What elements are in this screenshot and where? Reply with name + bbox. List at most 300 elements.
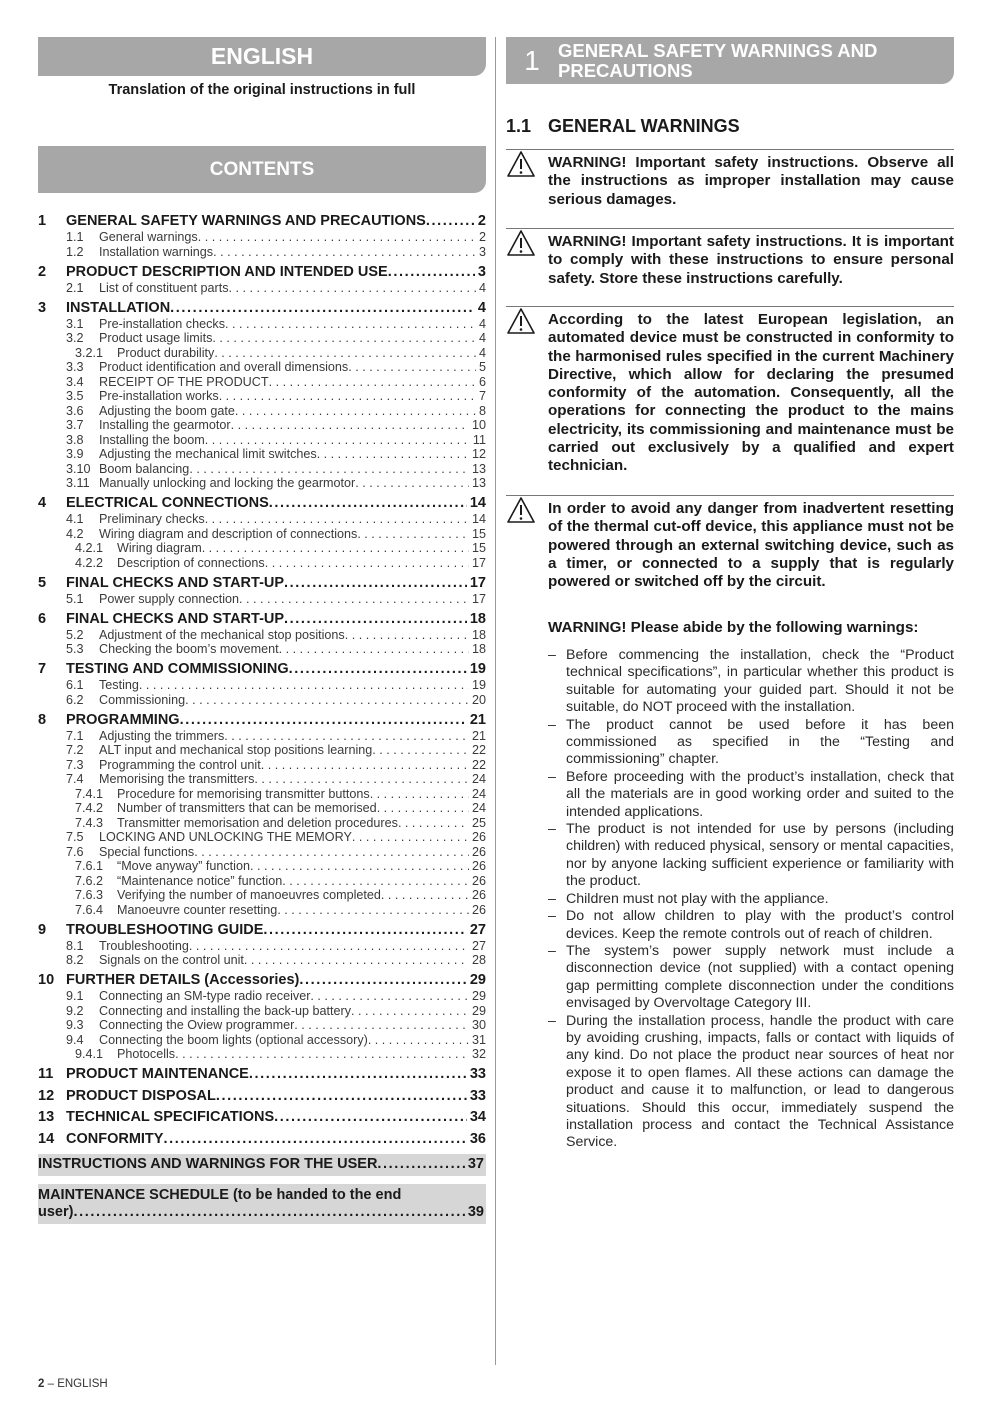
- toc-subentry[interactable]: [38, 678, 486, 693]
- toc-title: General warnings: [99, 230, 198, 244]
- toc-number: 7: [38, 661, 47, 677]
- warning-triangle-icon: [506, 307, 536, 335]
- toc-subentry[interactable]: [38, 447, 486, 462]
- toc-leader-dots: [377, 801, 469, 816]
- toc-subentry[interactable]: [38, 476, 486, 491]
- toc-subentry[interactable]: [38, 541, 486, 556]
- toc-leader-dots: [317, 447, 469, 462]
- toc-title: Photocells: [117, 1047, 176, 1061]
- toc-leader-dots: [282, 874, 469, 889]
- toc-subentry[interactable]: [38, 1047, 486, 1062]
- toc-page-number: 11: [472, 432, 486, 447]
- toc-section: [38, 575, 486, 607]
- toc-page-number: 4: [477, 299, 486, 316]
- toc-title: Manoeuvre counter resetting: [117, 902, 278, 917]
- toc-subentry[interactable]: [38, 953, 486, 968]
- section-title: GENERAL SAFETY WARNINGS AND PRECAUTIONS: [558, 39, 878, 81]
- toc-title: RECEIPT OF THE PRODUCT: [99, 374, 269, 389]
- toc-title: PRODUCT MAINTENANCE: [66, 1066, 249, 1082]
- toc-title: Number of transmitters that can be memorised: [117, 801, 377, 815]
- toc-number: 8: [38, 711, 47, 728]
- toc-leader-dots: [279, 642, 469, 657]
- maintenance-schedule-entry[interactable]: [38, 1184, 486, 1224]
- toc-number: 5.1: [66, 591, 84, 606]
- toc-page-number: 7: [478, 389, 486, 403]
- toc-subentry[interactable]: [38, 628, 486, 643]
- toc-page-number: 30: [471, 1018, 486, 1032]
- toc-subentry[interactable]: [38, 693, 486, 708]
- toc-subentry[interactable]: [38, 462, 486, 477]
- language-banner: ENGLISH: [38, 37, 486, 76]
- toc-title: FINAL CHECKS AND START-UP: [66, 610, 285, 627]
- warning-block: [506, 306, 954, 476]
- toc-title: TROUBLESHOOTING GUIDE: [66, 921, 264, 938]
- toc-entry[interactable]: [38, 300, 486, 317]
- warning-list-item: – Before proceeding with the product’s installation, check that all the materials are in good working order and suited to the intended applications.: [548, 769, 954, 821]
- toc-leader-dots: [261, 758, 469, 773]
- toc-page-number: 19: [471, 678, 486, 692]
- toc-number: 7.3: [66, 757, 84, 772]
- toc-subentry[interactable]: [38, 830, 486, 845]
- toc-subentry[interactable]: [38, 418, 486, 433]
- toc-number: 7.4.1: [75, 786, 104, 801]
- toc-leader-dots: [377, 1156, 464, 1173]
- toc-leader-dots: [189, 939, 469, 954]
- toc-page-number: 15: [471, 541, 486, 555]
- toc-subentry[interactable]: [38, 527, 486, 542]
- toc-number: 5.2: [66, 627, 84, 642]
- toc-title: Checking the boom’s movement: [99, 642, 279, 656]
- toc-leader-dots: [254, 772, 469, 787]
- section-number: 1: [524, 44, 540, 76]
- toc-subentry[interactable]: [38, 230, 486, 245]
- toc-subentry[interactable]: [38, 404, 486, 419]
- footer-label: – ENGLISH: [44, 1378, 108, 1390]
- toc-section: [38, 661, 486, 707]
- warning-text: WARNING! Important safety instructions. Observe all the instructions as improper installation may cause serious damages.: [548, 154, 954, 208]
- section-banner: [506, 37, 954, 84]
- toc-number: 7.4: [66, 772, 84, 786]
- toc-subentry[interactable]: [38, 245, 486, 260]
- toc-page-number: 26: [471, 844, 486, 859]
- toc-section: [38, 1088, 486, 1105]
- toc-entry: [38, 1204, 484, 1221]
- toc-leader-dots: [185, 693, 469, 708]
- toc-leader-dots: [194, 845, 469, 860]
- toc-section: [38, 1131, 486, 1148]
- toc-title: “Move anyway” function: [117, 859, 250, 873]
- warning-block: [506, 228, 954, 288]
- toc-subentry[interactable]: [38, 743, 486, 758]
- toc-leader-dots: [205, 512, 469, 527]
- warning-triangle-icon: [506, 150, 536, 178]
- toc-title: Adjusting the mechanical limit switches: [99, 447, 317, 461]
- toc-page-number: 5: [478, 360, 486, 374]
- toc-number: 3.1: [66, 316, 84, 331]
- toc-number: 9.4.1: [75, 1047, 104, 1061]
- toc-leader-dots: [274, 1109, 467, 1126]
- toc-subentry[interactable]: [38, 845, 486, 860]
- toc-subentry[interactable]: [38, 1033, 486, 1048]
- toc-title: Testing: [99, 678, 139, 692]
- toc-number: 3.6: [66, 403, 84, 418]
- toc-entry[interactable]: [38, 495, 486, 512]
- toc-number: 10: [38, 972, 55, 988]
- toc-entry[interactable]: [38, 213, 486, 230]
- toc-leader-dots: [299, 972, 466, 989]
- toc-leader-dots: [263, 922, 466, 939]
- toc-title: Wiring diagram: [117, 541, 202, 555]
- toc-entry[interactable]: [38, 922, 486, 939]
- toc-leader-dots: [229, 281, 476, 296]
- toc-leader-dots: [231, 418, 469, 433]
- toc-number: 8.1: [66, 938, 84, 953]
- toc-entry[interactable]: [38, 1131, 486, 1148]
- toc-leader-dots: [368, 1033, 469, 1048]
- toc-leader-dots: [139, 678, 469, 693]
- toc-title: Adjustment of the mechanical stop positions: [99, 627, 345, 642]
- toc-leader-dots: [244, 953, 469, 968]
- toc-page-number: 2: [477, 213, 486, 229]
- toc-leader-dots: [345, 628, 469, 643]
- toc-entry[interactable]: [38, 611, 486, 628]
- toc-title: Connecting the Oview programmer: [99, 1018, 295, 1032]
- toc-leader-dots: [372, 743, 469, 758]
- toc-subentry[interactable]: [38, 903, 486, 918]
- toc-page-number: 20: [471, 692, 486, 707]
- toc-page-number: 15: [471, 526, 486, 541]
- toc-entry[interactable]: [38, 1109, 486, 1126]
- toc-page-number: 4: [478, 280, 486, 295]
- toc-leader-dots: [239, 592, 469, 607]
- toc-leader-dots: [269, 375, 476, 390]
- toc-page-number: 2: [478, 230, 486, 244]
- toc-page-number: 21: [469, 711, 486, 728]
- toc-title: GENERAL SAFETY WARNINGS AND PRECAUTIONS: [66, 213, 426, 229]
- toc-leader-dots: [212, 331, 476, 346]
- toc-section: [38, 213, 486, 259]
- toc-number: 7.6.4: [75, 902, 104, 917]
- warning-list-item: – The product is not intended for use by persons (including children) with reduced physical, sensory or mental capacities, nor by anyone lacking sufficient experience or familiarity with the product.: [548, 821, 954, 891]
- toc-page-number: 22: [471, 757, 486, 772]
- toc-subentry[interactable]: [38, 331, 486, 346]
- toc-entry[interactable]: [38, 972, 486, 989]
- toc-leader-dots: [213, 245, 476, 260]
- toc-title: Adjusting the boom gate: [99, 403, 235, 418]
- toc-number: 7.6.2: [75, 873, 104, 888]
- warning-list: [548, 647, 954, 1152]
- toc-section: [38, 1109, 486, 1126]
- toc-number: 7.4.3: [75, 815, 104, 830]
- toc-number: 6: [38, 610, 47, 627]
- toc-section: [38, 611, 486, 657]
- toc-page-number: 3: [478, 244, 486, 259]
- toc-section: [38, 922, 486, 968]
- toc-leader-dots: [426, 213, 475, 230]
- toc-subentry[interactable]: [38, 642, 486, 657]
- toc-subentry[interactable]: [38, 888, 486, 903]
- toc-page-number: 34: [469, 1109, 486, 1125]
- toc-leader-dots: [348, 360, 476, 375]
- toc-title: Product usage limits: [99, 331, 213, 345]
- warning-text: According to the latest European legislation, an automated device must be constructed in conformity to the harmonised rules specified in the current Machinery Directive, which allow for declaring the presumed conformity of the automation. Consequently, all the operations for connecting the product to the mains electricity, its commissioning and maintenance must be carried out exclusively by a qualified and expert technician.: [548, 311, 954, 475]
- toc-number: 3.4: [66, 374, 84, 389]
- warning-text: In order to avoid any danger from inadvertent resetting of the thermal cut-off device, this appliance must not be powered through an external switching device, such as a timer, or connected to a supply that is regularly powered or switched off by the circuit.: [548, 500, 954, 591]
- toc-number: 9: [38, 921, 47, 938]
- subsection-heading: [506, 116, 740, 137]
- toc-title: PRODUCT DESCRIPTION AND INTENDED USE: [66, 263, 388, 280]
- toc-subentry[interactable]: [38, 375, 486, 390]
- warning-list-item: – Children must not play with the appliance.: [548, 891, 954, 908]
- toc-subentry[interactable]: [38, 801, 486, 816]
- toc-page-number: 27: [471, 938, 486, 953]
- toc-title: Boom balancing: [99, 461, 190, 476]
- user-instructions-entry[interactable]: [38, 1154, 486, 1176]
- toc-title: FURTHER DETAILS (Accessories): [66, 972, 300, 988]
- toc-title: MAINTENANCE SCHEDULE (to be handed to the end: [38, 1186, 402, 1203]
- warning-list-item: – Before commencing the installation, check the “Product technical specifications”, in particular whether this product is suitable for automating your guided part. Should it not be suitable, do NOT proceed with the installation.: [548, 647, 954, 717]
- toc-section: [38, 1066, 486, 1083]
- toc-subentry[interactable]: [38, 360, 486, 375]
- toc-number: 3.10: [66, 461, 91, 476]
- toc-leader-dots: [235, 404, 476, 419]
- toc-number: 3.8: [66, 432, 84, 447]
- toc-title: INSTRUCTIONS AND WARNINGS FOR THE USER: [38, 1155, 378, 1172]
- toc-subentry[interactable]: [38, 389, 486, 404]
- toc-title: Programming the control unit: [99, 757, 261, 772]
- toc-subentry[interactable]: [38, 592, 486, 607]
- toc-number: 6.2: [66, 692, 84, 707]
- column-divider: [495, 37, 496, 1365]
- toc-number: 4.2.2: [75, 555, 104, 570]
- toc-title: PRODUCT DISPOSAL: [66, 1087, 216, 1104]
- toc-leader-dots: [265, 556, 469, 571]
- toc-page-number: 26: [471, 873, 486, 888]
- toc-number: 4.2: [66, 526, 84, 541]
- toc-number: 12: [38, 1087, 55, 1104]
- toc-page-number: 12: [471, 447, 486, 461]
- toc-page-number: 18: [469, 610, 486, 627]
- toc-title: Transmitter memorisation and deletion procedures: [117, 815, 398, 830]
- toc-leader-dots: [284, 611, 467, 628]
- toc-title: Description of connections: [117, 555, 265, 570]
- toc-entry[interactable]: [38, 1088, 486, 1105]
- toc-subentry[interactable]: [38, 346, 486, 361]
- toc-leader-dots: [398, 816, 469, 831]
- toc-page-number: 17: [471, 591, 486, 606]
- toc-subentry[interactable]: [38, 816, 486, 831]
- toc-number: 3.2.1: [75, 345, 104, 360]
- toc-section: [38, 972, 486, 1062]
- toc-title: Adjusting the trimmers: [99, 728, 225, 743]
- toc-page-number: 18: [471, 642, 486, 656]
- toc-entry[interactable]: [38, 661, 486, 678]
- toc-subentry[interactable]: [38, 939, 486, 954]
- toc-title: Commissioning: [99, 692, 186, 707]
- toc-title: Pre-installation works: [99, 389, 219, 403]
- toc-subentry[interactable]: [38, 758, 486, 773]
- toc-title: INSTALLATION: [66, 299, 171, 316]
- toc-section: [38, 264, 486, 296]
- toc-number: 7.6: [66, 844, 84, 859]
- table-of-contents: [38, 213, 486, 1224]
- toc-subentry[interactable]: [38, 1018, 486, 1033]
- toc-title: user): [38, 1203, 74, 1220]
- toc-leader-dots: [284, 575, 467, 592]
- toc-page-number: 31: [471, 1032, 486, 1047]
- toc-leader-dots: [294, 1018, 469, 1033]
- warning-triangle-icon: [506, 496, 536, 524]
- toc-number: 9.4: [66, 1032, 84, 1047]
- toc-leader-dots: [175, 1047, 469, 1062]
- toc-number: 2.1: [66, 280, 84, 295]
- toc-leader-dots: [381, 888, 469, 903]
- warning-list-item: – Do not allow children to play with the product’s control devices. Keep the remote controls out of reach of children.: [548, 908, 954, 943]
- warning-triangle-icon: [506, 229, 536, 257]
- toc-leader-dots: [289, 661, 467, 678]
- toc-number: 7.6.1: [75, 859, 104, 873]
- toc-leader-dots: [388, 264, 475, 281]
- warning-block: [506, 495, 954, 591]
- toc-entry[interactable]: [38, 264, 486, 281]
- toc-title: Installing the boom: [99, 432, 205, 447]
- toc-section: [38, 712, 486, 918]
- toc-number: 1.2: [66, 244, 84, 259]
- toc-entry[interactable]: [38, 575, 486, 592]
- toc-subentry[interactable]: [38, 512, 486, 527]
- toc-title: Wiring diagram and description of connections: [99, 526, 358, 541]
- toc-title: “Maintenance notice” function: [117, 873, 283, 888]
- toc-page-number: 14: [469, 495, 486, 511]
- toc-subentry[interactable]: [38, 556, 486, 571]
- toc-leader-dots: [277, 903, 469, 918]
- toc-number: 3.2: [66, 331, 84, 345]
- toc-title: Preliminary checks: [99, 512, 205, 526]
- toc-leader-dots: [163, 1131, 466, 1148]
- toc-leader-dots: [214, 346, 476, 361]
- toc-leader-dots: [202, 541, 469, 556]
- toc-page-number: 26: [471, 830, 486, 844]
- toc-leader-dots: [198, 230, 476, 245]
- toc-page-number: 33: [469, 1087, 486, 1104]
- toc-page-number: 4: [478, 345, 486, 360]
- toc-leader-dots: [357, 527, 469, 542]
- toc-number: 9.2: [66, 1003, 84, 1018]
- toc-leader-dots: [219, 389, 476, 404]
- page-footer: [38, 1378, 108, 1390]
- toc-subentry[interactable]: [38, 729, 486, 744]
- toc-title: TECHNICAL SPECIFICATIONS: [66, 1109, 275, 1125]
- toc-number: 2: [38, 263, 47, 280]
- toc-page-number: 26: [471, 888, 486, 902]
- toc-subentry[interactable]: [38, 989, 486, 1004]
- toc-number: 4: [38, 495, 47, 511]
- toc-number: 13: [38, 1109, 55, 1125]
- toc-page-number: 21: [471, 728, 486, 743]
- toc-title: CONFORMITY: [66, 1130, 164, 1147]
- toc-title: PROGRAMMING: [66, 711, 180, 728]
- toc-number: 3.7: [66, 418, 84, 432]
- toc-page-number: 26: [471, 859, 486, 873]
- toc-page-number: 18: [471, 627, 486, 642]
- toc-leader-dots: [224, 729, 469, 744]
- toc-number: 7.5: [66, 830, 84, 844]
- footer-page-number: 2: [38, 1378, 45, 1390]
- toc-number: 3.3: [66, 360, 84, 374]
- toc-subentry[interactable]: [38, 1004, 486, 1019]
- toc-leader-dots: [352, 830, 469, 845]
- toc-entry[interactable]: [38, 712, 486, 729]
- toc-subentry[interactable]: [38, 772, 486, 787]
- toc-page-number: 36: [469, 1130, 486, 1147]
- toc-leader-dots: [249, 1066, 467, 1083]
- toc-page-number: 4: [478, 316, 486, 331]
- toc-page-number: 26: [471, 902, 486, 917]
- toc-title: List of constituent parts: [99, 280, 229, 295]
- toc-number: 14: [38, 1130, 55, 1147]
- toc-page-number: 6: [478, 374, 486, 389]
- toc-number: 3.11: [66, 476, 90, 490]
- toc-page-number: 28: [471, 953, 486, 967]
- toc-page-number: 17: [469, 574, 486, 591]
- toc-title: Manually unlocking and locking the gearmotor: [99, 476, 356, 490]
- toc-title: Signals on the control unit: [99, 953, 244, 967]
- toc-number: 5: [38, 574, 47, 591]
- toc-leader-dots: [180, 712, 467, 729]
- toc-page-number: 27: [469, 921, 486, 938]
- toc-page-number: 8: [478, 403, 486, 418]
- toc-section: [38, 300, 486, 491]
- toc-entry[interactable]: [38, 1066, 486, 1083]
- warning-list-item: – During the installation process, handle the product with care by avoiding crushing, impacts, falls or contact with liquids of any kind. Do not place the product near sources of heat nor expose it to open flames. All these actions can damage the product and cause it to malfunction, or lead to dangerous situations. Should this occur, immediately suspend the installation process and contact the Technical Assistance Service.: [548, 1013, 954, 1152]
- toc-title: ELECTRICAL CONNECTIONS: [66, 495, 269, 511]
- toc-subentry[interactable]: [38, 317, 486, 332]
- toc-number: 1.1: [66, 230, 84, 244]
- toc-subentry[interactable]: [38, 787, 486, 802]
- toc-title: Product identification and overall dimensions: [99, 360, 349, 374]
- toc-subentry[interactable]: [38, 433, 486, 448]
- toc-page-number: 3: [477, 263, 486, 280]
- toc-page-number: 33: [469, 1066, 486, 1082]
- toc-title: LOCKING AND UNLOCKING THE MEMORY: [99, 830, 352, 844]
- toc-title: Procedure for memorising transmitter buttons: [117, 786, 370, 801]
- toc-title: Troubleshooting: [99, 938, 189, 953]
- toc-number: 7.2: [66, 743, 84, 757]
- toc-page-number: 13: [471, 476, 486, 490]
- toc-subentry[interactable]: [38, 874, 486, 889]
- subsection-number: 1.1: [506, 116, 532, 136]
- toc-leader-dots: [189, 462, 469, 477]
- toc-page-number: 29: [471, 1003, 486, 1018]
- toc-title: FINAL CHECKS AND START-UP: [66, 574, 285, 591]
- warning-list-item: – The system’s power supply network must include a disconnection device (not supplied) with a contact opening gap permitting complete disconnection under the conditions envisaged by Overvoltage Category III.: [548, 943, 954, 1013]
- toc-leader-dots: [269, 495, 467, 512]
- toc-leader-dots: [225, 317, 476, 332]
- toc-subentry[interactable]: [38, 281, 486, 296]
- toc-title: ALT input and mechanical stop positions learning: [99, 743, 373, 757]
- toc-leader-dots: [205, 433, 470, 448]
- toc-title: Special functions: [99, 844, 195, 859]
- warning-list-item: – The product cannot be used before it has been commissioned as specified in the “Testing and commissioning” chapter.: [548, 717, 954, 769]
- toc-number: 6.1: [66, 678, 84, 692]
- toc-title: Installing the gearmotor: [99, 418, 231, 432]
- toc-leader-dots: [370, 787, 469, 802]
- toc-number: 7.4.2: [75, 801, 104, 815]
- toc-number: 4.2.1: [75, 541, 104, 555]
- toc-leader-dots: [351, 1004, 469, 1019]
- toc-subentry[interactable]: [38, 859, 486, 874]
- toc-number: 8.2: [66, 953, 84, 967]
